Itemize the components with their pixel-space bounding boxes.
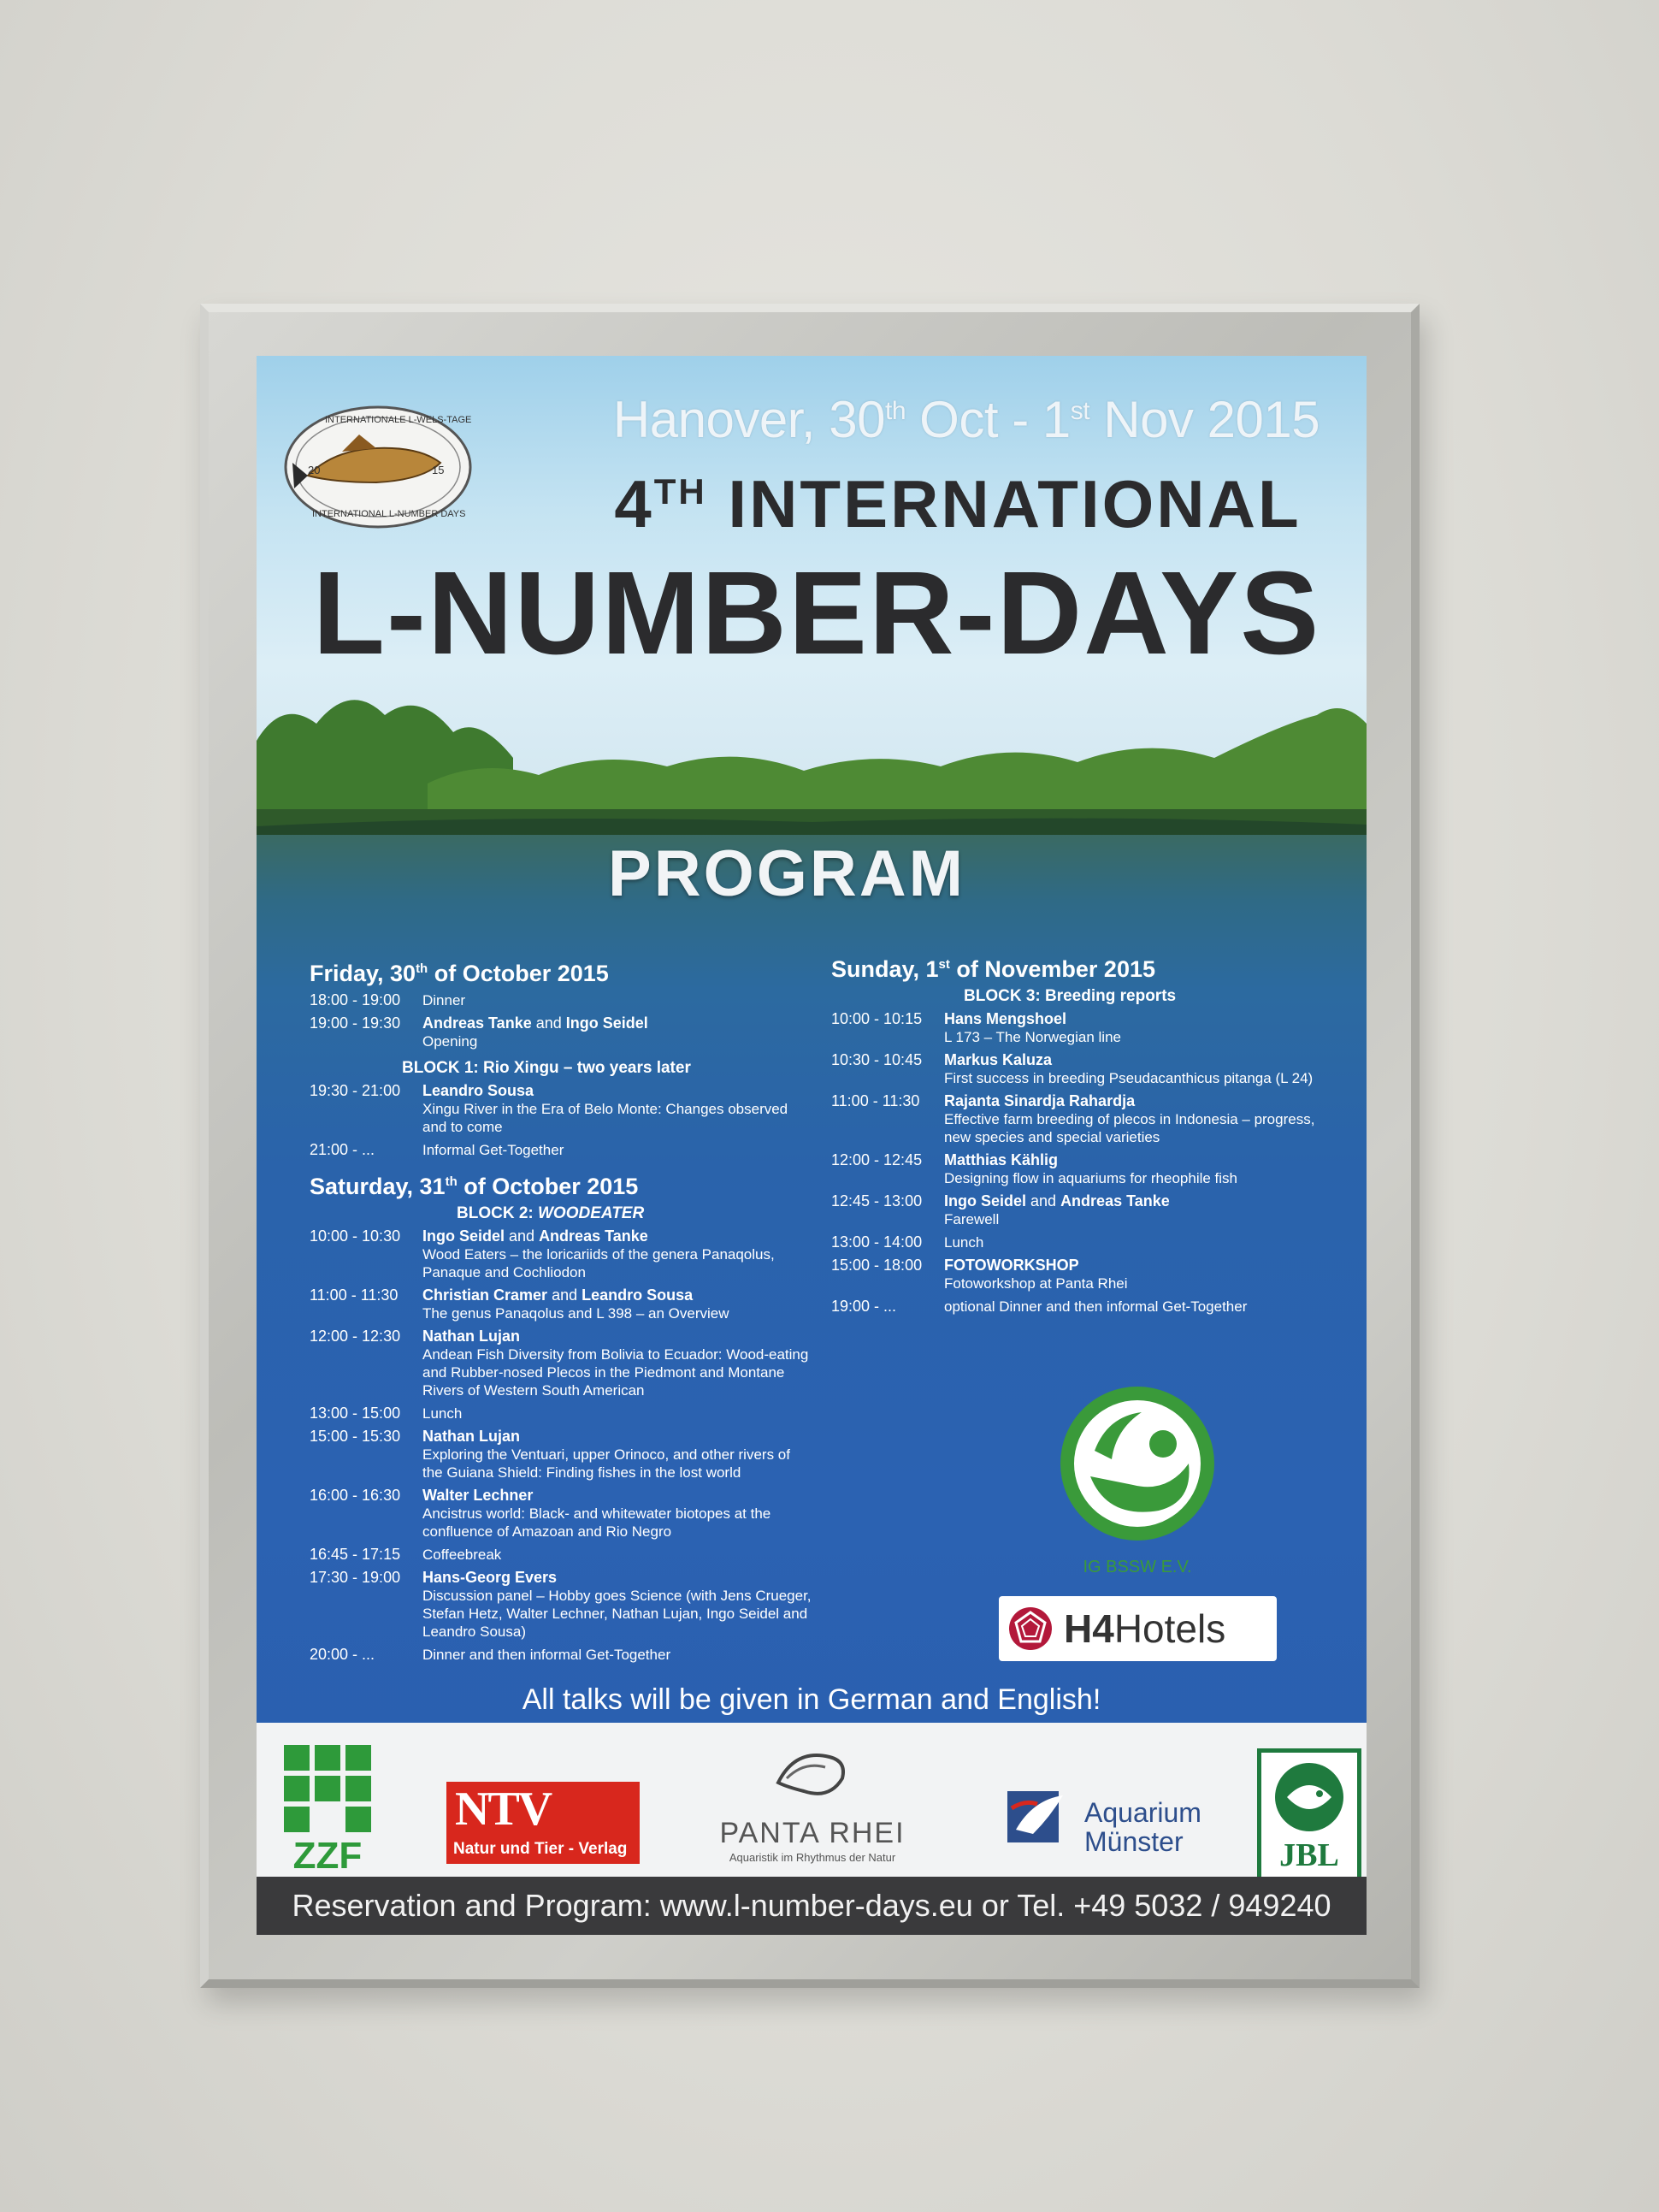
entry-speakers: [422, 1082, 814, 1100]
schedule-entry: [310, 1569, 814, 1641]
entry-time: 19:00 - 19:30: [310, 1014, 401, 1032]
entry-speakers: [944, 1192, 1327, 1210]
schedule-entry: [310, 1428, 814, 1482]
entry-title: Fotoworkshop at Panta Rhei: [944, 1275, 1128, 1292]
entry-speakers: [422, 1227, 814, 1245]
schedule-entry: [310, 1227, 814, 1281]
friday-heading: Friday, 30th of October 2015: [310, 961, 609, 986]
entry-speaker: Walter Lechner: [422, 1487, 534, 1504]
ig-logo-text: IG BSSW E.V.: [1083, 1558, 1192, 1576]
aquarium-muenster-logo: [999, 1774, 1230, 1868]
entry-info: [422, 1227, 814, 1281]
entry-speaker: Matthias Kählig: [944, 1151, 1059, 1168]
entry-speakers: [944, 1051, 1327, 1069]
entry-speakers: [422, 1569, 814, 1587]
entry-speaker: FOTOWORKSHOP: [944, 1257, 1079, 1274]
entry-time: 18:00 - 19:00: [310, 991, 401, 1008]
entry-speaker: Leandro Sousa: [422, 1082, 534, 1099]
schedule-entry: [310, 1487, 814, 1541]
entry-title: Designing flow in aquariums for rheophile fish: [944, 1170, 1238, 1186]
entry-speaker: Christian Cramer: [422, 1286, 548, 1304]
panta-rhei-logo: [706, 1740, 919, 1868]
emblem-bottom-text: INTERNATIONAL L-NUMBER DAYS: [312, 509, 466, 519]
entry-connector: and: [547, 1286, 582, 1304]
sunday-heading: Sunday, 1st of November 2015: [831, 956, 1155, 982]
entry-time: 13:00 - 15:00: [310, 1405, 401, 1422]
schedule-entry: [831, 1233, 1327, 1251]
entry-time: 11:00 - 11:30: [831, 1092, 920, 1109]
entry-info: [944, 1051, 1327, 1087]
saturday-heading: Saturday, 31th of October 2015: [310, 1174, 639, 1199]
entry-time: 10:30 - 10:45: [831, 1051, 923, 1068]
emblem-year-right: 15: [432, 464, 445, 476]
entry-speakers: [944, 1151, 1327, 1169]
schedule-entry: [310, 1546, 814, 1564]
entry-speaker: Hans Mengshoel: [944, 1010, 1067, 1027]
entry-title: Farewell: [944, 1211, 1000, 1227]
block-3-heading: BLOCK 3: Breeding reports: [964, 987, 1177, 1005]
title-line-2: L-NUMBER-DAYS: [312, 547, 1321, 679]
entry-speakers: [422, 1014, 814, 1032]
entry-time: 10:00 - 10:30: [310, 1227, 401, 1245]
entry-time: 12:00 - 12:45: [831, 1151, 923, 1168]
entry-title: Dinner: [422, 992, 466, 1008]
entry-title: Informal Get-Together: [422, 1142, 564, 1158]
entry-info: [422, 1487, 814, 1541]
footer-reservation-info: Reservation and Program: www.l-number-days.eu or Tel. +49 5032 / 949240: [257, 1877, 1367, 1935]
entry-title: The genus Panaqolus and L 398 – an Overview: [422, 1305, 729, 1322]
entry-title: First success in breeding Pseudacanthicus pitanga (L 24): [944, 1070, 1314, 1086]
sunday-entries: [831, 1010, 1327, 1316]
entry-time: 21:00 - ...: [310, 1141, 375, 1158]
entry-speaker: Ingo Seidel: [944, 1192, 1027, 1210]
aquarium-muenster-text: Aquarium Münster: [1084, 1797, 1201, 1857]
entry-info: [422, 1569, 814, 1641]
entry-info: [422, 1646, 814, 1664]
friday-entries-a: [310, 991, 814, 1050]
entry-speaker-2: Leandro Sousa: [582, 1286, 694, 1304]
block-1-heading: BLOCK 1: Rio Xingu – two years later: [402, 1059, 691, 1077]
schedule-entry: [310, 1286, 814, 1322]
entry-time: 16:00 - 16:30: [310, 1487, 401, 1504]
friday-entries-b: [310, 1082, 814, 1159]
entry-speaker: Markus Kaluza: [944, 1051, 1053, 1068]
schedule-entry: [831, 1298, 1327, 1316]
entry-time: 19:30 - 21:00: [310, 1082, 401, 1099]
entry-connector: and: [1026, 1192, 1061, 1210]
entry-speaker: Hans-Georg Evers: [422, 1569, 558, 1586]
language-note: All talks will be given in German and English!: [522, 1683, 1101, 1716]
schedule-entry: [831, 1192, 1327, 1228]
entry-info: [944, 1298, 1327, 1316]
schedule-entry: [831, 1257, 1327, 1292]
entry-info: [944, 1233, 1327, 1251]
entry-speakers: [422, 1286, 814, 1304]
jbl-fish-icon: [1261, 1756, 1357, 1842]
entry-info: [944, 1010, 1327, 1046]
entry-info: [422, 1428, 814, 1482]
schedule-entry: [310, 1646, 814, 1664]
h4hotels-logo: [999, 1596, 1277, 1661]
entry-info: [422, 1405, 814, 1422]
zzf-text: ZZF: [292, 1835, 363, 1877]
entry-speakers: [422, 1328, 814, 1346]
entry-info: [422, 1014, 814, 1050]
emblem-top-text: INTERNATIONALE L-WELS-TAGE: [325, 415, 472, 425]
entry-time: 15:00 - 15:30: [310, 1428, 401, 1445]
panta-rhei-wave-icon: [770, 1740, 855, 1808]
schedule-right-column: [831, 950, 1327, 1321]
entry-speaker-2: Ingo Seidel: [565, 1014, 648, 1032]
entry-info: [422, 1546, 814, 1564]
entry-title: Andean Fish Diversity from Bolivia to Ecuador: Wood-eating and Rubber-nosed Plecos in the Piedmont and Montane Rivers of Western South American: [422, 1346, 809, 1399]
entry-title: Ancistrus world: Black- and whitewater biotopes at the confluence of Amazoan and Rio Negro: [422, 1505, 771, 1540]
schedule-entry: [831, 1151, 1327, 1187]
jbl-text: JBL: [1279, 1837, 1339, 1873]
entry-info: [944, 1192, 1327, 1228]
entry-speakers: [422, 1487, 814, 1505]
entry-info: [422, 1328, 814, 1399]
entry-title: optional Dinner and then informal Get-Together: [944, 1298, 1248, 1315]
schedule-entry: [310, 1082, 814, 1136]
entry-title: Dinner and then informal Get-Together: [422, 1647, 671, 1663]
entry-speaker: Nathan Lujan: [422, 1428, 521, 1445]
entry-speaker: Rajanta Sinardja Rahardja: [944, 1092, 1136, 1109]
entry-time: 17:30 - 19:00: [310, 1569, 401, 1586]
entry-title: Wood Eaters – the loricariids of the genera Panaqolus, Panaque and Cochliodon: [422, 1246, 775, 1280]
h4hotels-text: H4Hotels: [1064, 1606, 1226, 1651]
saturday-entries: [310, 1227, 814, 1664]
aquarium-muenster-icon: [999, 1783, 1077, 1860]
program-heading: PROGRAM: [608, 837, 965, 910]
entry-title: Exploring the Ventuari, upper Orinoco, and other rivers of the Guiana Shield: Finding fishes in the lost world: [422, 1446, 790, 1481]
schedule-entry: [310, 1141, 814, 1159]
poster: [257, 356, 1367, 1935]
entry-time: 12:45 - 13:00: [831, 1192, 923, 1210]
entry-info: [422, 1141, 814, 1159]
ntv-subtitle: Natur und Tier - Verlag: [453, 1840, 628, 1858]
schedule-entry: [831, 1051, 1327, 1087]
entry-time: 20:00 - ...: [310, 1646, 375, 1663]
entry-title: Effective farm breeding of plecos in Indonesia – progress, new species and special varieties: [944, 1111, 1315, 1145]
entry-connector: and: [505, 1227, 540, 1245]
h4-gem-icon: [1007, 1606, 1054, 1652]
entry-speakers: [422, 1428, 814, 1446]
entry-title: Xingu River in the Era of Belo Monte: Changes observed and to come: [422, 1101, 788, 1135]
entry-time: 13:00 - 14:00: [831, 1233, 923, 1251]
entry-speakers: [944, 1092, 1327, 1110]
block-2-heading: BLOCK 2: WOODEATER: [457, 1204, 645, 1222]
entry-title: Lunch: [944, 1234, 984, 1251]
entry-speakers: [944, 1257, 1327, 1275]
zzf-logo: [280, 1740, 375, 1877]
entry-info: [422, 1286, 814, 1322]
schedule-entry: [831, 1092, 1327, 1146]
entry-time: 19:00 - ...: [831, 1298, 897, 1315]
entry-time: 15:00 - 18:00: [831, 1257, 923, 1274]
entry-speaker: Andreas Tanke: [422, 1014, 532, 1032]
jbl-logo: [1257, 1748, 1361, 1882]
entry-info: [422, 1082, 814, 1136]
l-number-days-emblem: [274, 381, 556, 553]
entry-info: [944, 1257, 1327, 1292]
schedule-entry: [310, 991, 814, 1009]
emblem-year-left: 20: [308, 464, 321, 476]
entry-time: 12:00 - 12:30: [310, 1328, 401, 1345]
entry-speaker-2: Andreas Tanke: [539, 1227, 648, 1245]
schedule-entry: [831, 1010, 1327, 1046]
entry-title: Coffeebreak: [422, 1547, 502, 1563]
ntv-logo: [446, 1782, 640, 1864]
entry-title: Opening: [422, 1033, 478, 1050]
schedule-left-column: [310, 955, 814, 1669]
entry-title: Discussion panel – Hobby goes Science (with Jens Crueger, Stefan Hetz, Walter Lechner, Nathan Lujan, Ingo Seidel and Leandro Sousa): [422, 1588, 812, 1640]
panta-rhei-name: PANTA RHEI: [719, 1817, 906, 1849]
schedule-entry: [310, 1328, 814, 1399]
entry-connector: and: [531, 1014, 566, 1032]
ntv-letters: NTV: [455, 1783, 552, 1836]
entry-speakers: [944, 1010, 1327, 1028]
title-line-1: 4TH INTERNATIONAL: [614, 466, 1302, 541]
schedule-entry: [310, 1405, 814, 1422]
entry-time: 16:45 - 17:15: [310, 1546, 401, 1563]
entry-info: [422, 991, 814, 1009]
entry-title: Lunch: [422, 1405, 463, 1422]
entry-time: 10:00 - 10:15: [831, 1010, 923, 1027]
entry-info: [944, 1092, 1327, 1146]
ig-bssw-logo: [1048, 1382, 1227, 1579]
entry-info: [944, 1151, 1327, 1187]
entry-title: L 173 – The Norwegian line: [944, 1029, 1121, 1045]
entry-speaker: Ingo Seidel: [422, 1227, 505, 1245]
panta-rhei-tagline: Aquaristik im Rhythmus der Natur: [729, 1851, 896, 1864]
schedule-entry: [310, 1014, 814, 1050]
entry-time: 11:00 - 11:30: [310, 1286, 399, 1304]
entry-speaker: Nathan Lujan: [422, 1328, 521, 1345]
location-date: Hanover, 30th Oct - 1st Nov 2015: [612, 391, 1320, 448]
entry-speaker-2: Andreas Tanke: [1060, 1192, 1170, 1210]
